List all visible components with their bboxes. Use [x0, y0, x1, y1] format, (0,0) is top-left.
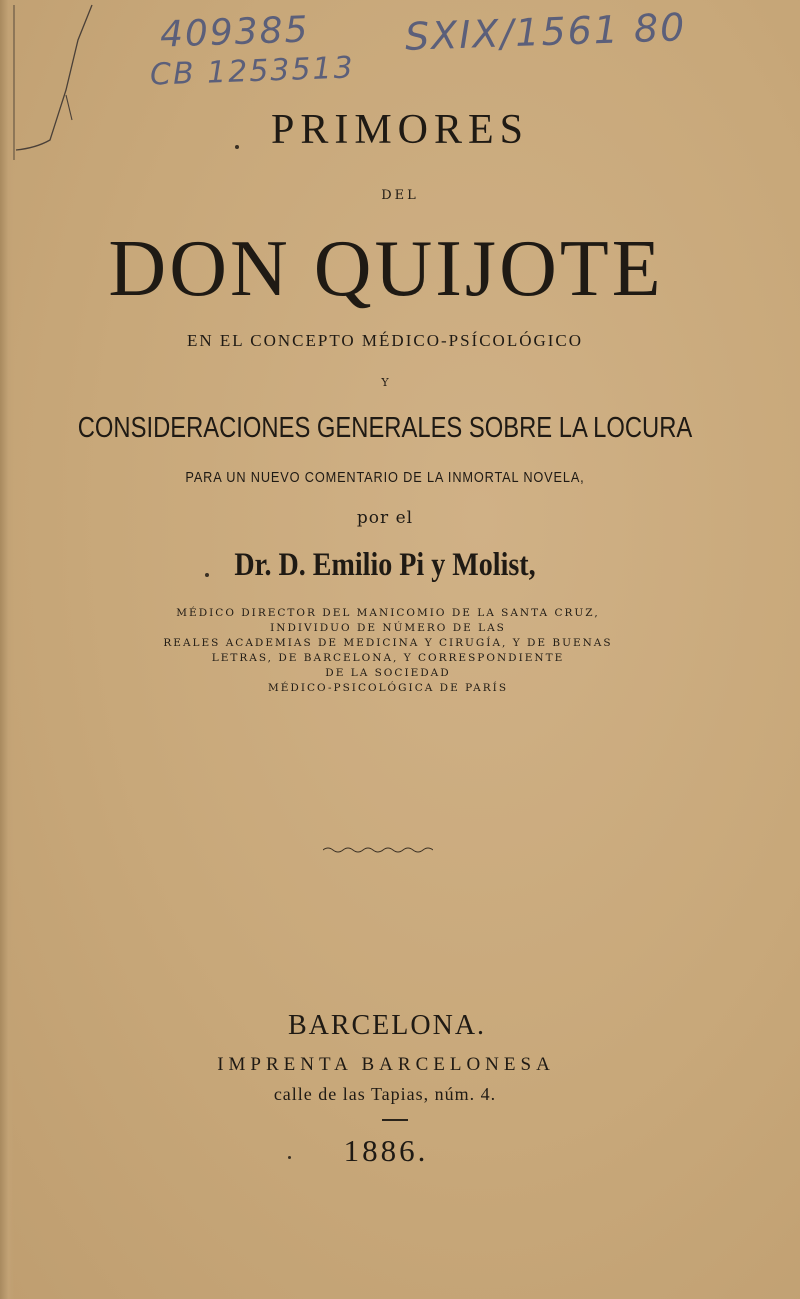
- catalog-code: CB 1253513: [149, 50, 356, 93]
- imprint-rule: [382, 1119, 408, 1121]
- ink-speck: [288, 1156, 291, 1159]
- main-title: DON QUIJOTE: [108, 225, 664, 313]
- imprint-city: BARCELONA.: [287, 1010, 487, 1041]
- credential-line: DE LA SOCIEDAD: [325, 667, 451, 679]
- credential-line: LETRAS, DE BARCELONA, Y CORRESPONDIENTE: [211, 652, 565, 664]
- ink-speck: [205, 573, 209, 577]
- subtitle-considerations: CONSIDERACIONES GENERALES SOBRE LA LOCURA: [77, 412, 693, 444]
- imprint-address: calle de las Tapias, núm. 4.: [273, 1084, 497, 1104]
- title-primores: PRIMORES: [270, 107, 530, 153]
- subtitle-concept: EN EL CONCEPTO MÉDICO-PSÍCOLÓGICO: [186, 331, 584, 350]
- title-del: DEL: [381, 188, 419, 203]
- credential-line: MÉDICO DIRECTOR DEL MANICOMIO DE LA SANTA CRUZ,: [176, 607, 600, 619]
- conjunction-y: Y: [381, 376, 389, 389]
- accession-number: 409385: [159, 9, 311, 56]
- ornament-divider: [323, 845, 433, 855]
- imprint-printer: IMPRENTA BARCELONESA: [217, 1054, 555, 1075]
- ink-speck: [235, 145, 239, 149]
- shelfmark: SXIX/1561 80: [404, 5, 688, 59]
- imprint-year: 1886.: [343, 1133, 429, 1168]
- byline-prefix: por el: [356, 508, 414, 528]
- author-name: Dr. D. Emilio Pi y Molist,: [234, 547, 536, 583]
- author-credentials: [0, 606, 788, 696]
- credential-line: REALES ACADEMIAS DE MEDICINA Y CIRUGÍA, Y DE BUENAS: [163, 637, 613, 649]
- credential-line: MÉDICO-PSICOLÓGICA DE PARÍS: [267, 682, 509, 694]
- credential-line: INDIVIDUO DE NÚMERO DE LAS: [270, 622, 506, 634]
- subtitle-purpose: PARA UN NUEVO COMENTARIO DE LA INMORTAL NOVELA,: [185, 469, 585, 486]
